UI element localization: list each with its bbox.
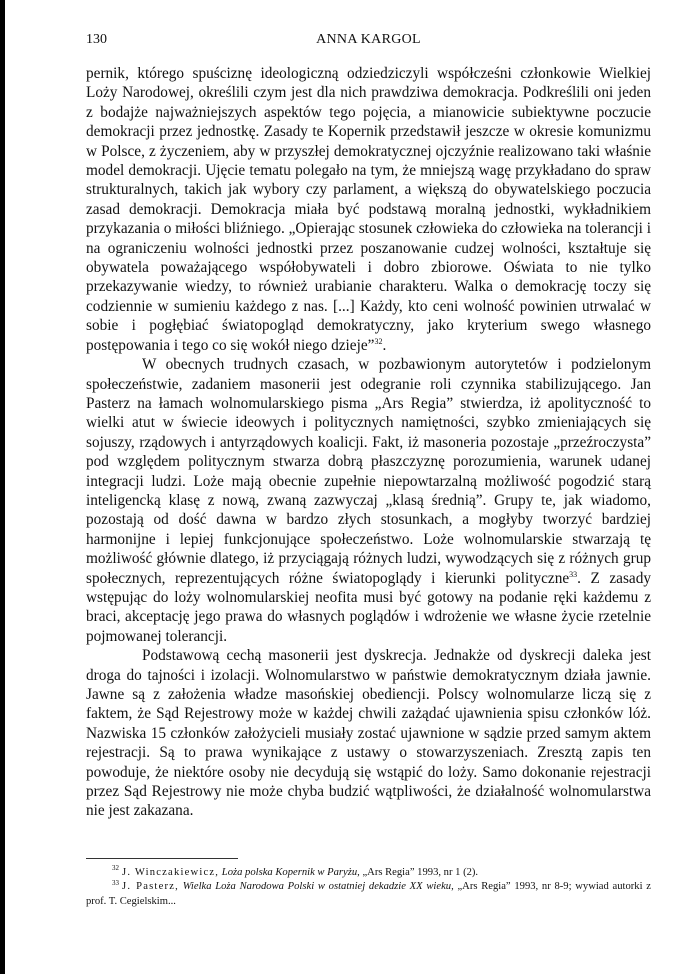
body-text [86, 64, 651, 821]
footnote-title: Loża polska Kopernik w Paryżu, [221, 867, 360, 878]
footnote [86, 880, 651, 909]
footnote-source: „Ars Regia” 1993, nr 1 (2). [362, 867, 479, 878]
footnote-title: Wielka Loża Narodowa Polski w ostatniej dekadzie XX wieku, [182, 881, 454, 893]
footnote-source: „Ars Regia” 1993, nr 8-9; wywiad autorki z prof. T. Cegielskim... [86, 881, 651, 907]
footnotes [86, 866, 651, 909]
paragraph-text: Podstawową cechą masonerii jest dyskrecja. Jednakże od dyskrecji daleka jest droga do tajności i izolacji. Wolnomularstwo w państwie demokratycznym działa jawnie. Jawne są z założenia władze masońskiej obediencji. Polscy wolnomularze liczą się z faktem, że Sąd Rejestrowy może w każdej chwili zażądać ujawnienia spisu członków lóż. Nazwiska 15 członków założycieli musiały zostać ujawnione w sądzie przed samym aktem rejestracji. Są to prawa wynikające z ustawy o stowarzyszeniach. Zresztą zapis ten powoduje, że niektóre osoby nie decydują się wstąpić do loży. Samo dokonanie rejestracji przez Sąd Rejestrowy nie może chyba budzić wątpliwości, że działalność wolnomularstwa nie jest zakazana. [86, 647, 651, 820]
paragraph [86, 355, 651, 646]
footnote-separator [86, 858, 238, 859]
footnote-reference: 33 [569, 569, 578, 579]
running-head: ANNA KARGOL [316, 32, 421, 47]
footnote-author: J. Pasterz, [122, 881, 179, 893]
page-number: 130 [86, 32, 107, 47]
scan-edge-shadow [0, 0, 5, 974]
footnote-author: J. Winczakiewicz, [122, 867, 220, 878]
page-header [86, 32, 651, 52]
footnote [86, 866, 651, 880]
paragraph [86, 646, 651, 821]
paragraph: pernik, którego spuściznę ideologiczną odziedziczyli współcześni członkowie Wielkiej Loży Narodowej, określili czym jest dla nich prawdziwa demokracja. Podkreślili oni jeden z bodajże najważniejszych aspektów tego pojęcia, a mianowicie subiektywne poczucie demokracji przez jednostkę. Zasady te Kopernik przedstawił jeszcze w okresie komunizmu w Polsce, z życzeniem, aby w przyszłej demokratycznej ojczyźnie realizowano taki właśnie model demokracji. Ujęcie tematu polegało na tym, że mniejszą wagę przykładano do spraw strukturalnych, takich jak wybory czy parlament, a większą do obywatelskiego poczucia zasad demokracji. Demokracja miała być podstawą moralną jednostki, wykładnikiem przykazania o miłości bliźniego. „Opierając stosunek człowieka do człowieka na tolerancji i na ograniczeniu wolności jednostki przez poszanowanie cudzej wolności, kształtuje się obywatela poważającego współobywateli i dobro zbiorowe. Oświata to nie tylko przekazywanie wiedzy, to również urabianie charakteru. Walka o demokrację toczy się codziennie w sumieniu każdego z nas. [...] Każdy, kto ceni wolność powinien utrwalać w sobie i pogłębiać światopogląd demokratyczny, jako kryterium swego własnego postępowania i tego co się wokół niego dzieje”$^{32}$. [86, 65, 651, 354]
paragraph-text: pernik, którego spuściznę ideologiczną odziedziczyli współcześni członkowie Wielkiej Loży Narodowej, określili czym jest dla nich prawdziwa demokracja. Podkreślili oni jeden z bodajże najważniejszych aspektów tego pojęcia, a mianowicie subiektywne poczucie demokracji przez jednostkę. Zasady te Kopernik przedstawił jeszcze w okresie komunizmu w Polsce, z życzeniem, aby w przyszłej demokratycznej ojczyźnie realizowano taki właśnie model demokracji. Ujęcie tematu polegało na tym, że mniejszą wagę przykładano do spraw strukturalnych, takich jak wybory czy parlament, a większą do obywatelskiego poczucia zasad demokracji. Demokracja miała być podstawą moralną jednostki, wykładnikiem przykazania o miłości bliźniego. „Opierając stosunek człowieka do człowieka na tolerancji i na ograniczeniu wolności jednostki przez poszanowanie cudzej wolności, kształtuje się obywatela poważającego współobywateli i dobro zbiorowe. Oświata to nie tylko przekazywanie wiedzy, to również urabianie charakteru. Walka o demokrację toczy się codziennie w sumieniu każdego z nas. [...] Każdy, kto ceni wolność powinien utrwalać w sobie i pogłębiać światopogląd demokratyczny, jako kryterium swego własnego postępowania i tego co się wokół niego dzieje” [86, 65, 651, 354]
footnote-number: 33 [112, 878, 119, 887]
footnote-number: 32 [112, 864, 119, 873]
paragraph-text: W obecnych trudnych czasach, w pozbawionym autorytetów i podzielonym społeczeństwie, zadaniem masonerii jest odegranie roli czynnika stabilizującego. Jan Pasterz na łamach wolnomularskiego pisma „Ars Regia” stwierdza, iż apolityczność to wielki atut w świecie ideowych i politycznych namiętności, szybko zmieniających się sojuszy, rządowych i antyrządowych koalicji. Fakt, iż masoneria pozostaje „przeźroczysta” pod względem politycznym stwarza dobrą płaszczyznę porozumienia, warunek udanej integracji ludzi. Loże mają obecnie zupełnie niepowtarzalną możliwość pogodzić starą inteligencką klasę z nową, zwaną zazwyczaj „klasą średnią”. Grupy te, jak wiadomo, pozostają od dość dawna w bardzo złych stosunkach, a mogłyby tworzyć bardziej harmonijne i lepiej funkcjonujące społeczeństwo. Loże wolnomularskie stwarzają tę możliwość głównie dlatego, iż przyciągają różnych ludzi, wywodzących się z różnych grup społecznych, reprezentujących różne światopoglądy i kierunki polityczne [86, 356, 651, 587]
footnote-reference: 32 [374, 336, 383, 346]
paragraph-text-continued: . Z zasady wstępując do loży wolnomularskiej neofita musi być gotowy na podanie ręki każdemu z braci, akceptację jego prawa do własnych poglądów i wdrożenie we własne życie rzetelnie pojmowanej tolerancji. [86, 569, 651, 645]
